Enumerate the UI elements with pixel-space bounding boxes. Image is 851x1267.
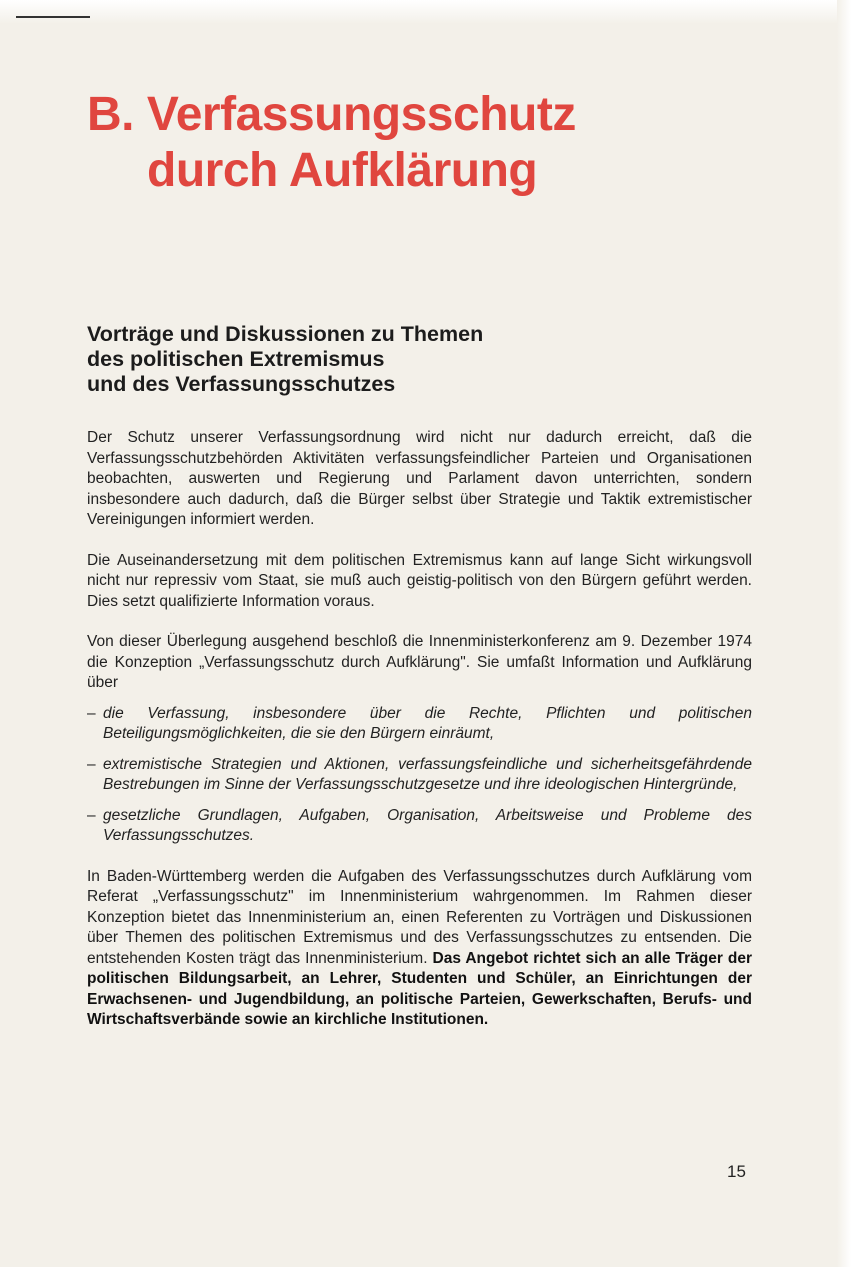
chapter-title-line2: durch Aufklärung — [147, 144, 538, 197]
paragraph-4-emphasis: Das Angebot richtet sich an alle Träger der politischen Bildungsarbeit, an Lehrer, Studenten und Schüler, an Einrichtungen der Erwachsenen- und Jugendbildung, an politische Parteien, Gewerkschaften, Berufs- und Wirtschaftsverbände sowie an kirchliche Institutionen. — [87, 949, 752, 1028]
body-text — [87, 428, 752, 1051]
crop-mark — [16, 16, 90, 18]
chapter-title — [87, 87, 576, 199]
topic-list-item: – die Verfassung, insbesondere über die Rechte, Pflichten und politischen Beteiligungsmöglichkeiten, die sie den Bürgern einräumt, — [87, 704, 752, 745]
subtitle-line1: Vorträge und Diskussionen zu Themen — [87, 322, 484, 346]
section-subtitle — [87, 322, 483, 397]
paragraph-3: Von dieser Überlegung ausgehend beschloß die Innenministerkonferenz am 9. Dezember 1974 die Konzeption „Verfassungsschutz durch Aufklärung". Sie umfaßt Information und Aufklärung über — [87, 633, 752, 691]
paragraph-4 — [87, 867, 752, 1031]
chapter-title-line1: B. Verfassungsschutz — [87, 88, 576, 141]
subtitle-line2: des politischen Extremismus — [87, 347, 385, 371]
paragraph-1: Der Schutz unserer Verfassungsordnung wird nicht nur dadurch erreicht, daß die Verfassungsschutzbehörden Aktivitäten verfassungsfeindlicher Parteien und Organisationen beobachten, auswerten und Regierung und Parlament davon unterrichten, sondern insbesondere auch dadurch, daß die Bürger selbst über Strategie und Taktik extremistischer Vereinigungen informiert werden. — [87, 429, 752, 528]
page-number: 15 — [727, 1162, 746, 1181]
paragraph-2: Die Auseinandersetzung mit dem politischen Extremismus kann auf lange Sicht wirkungsvoll nicht nur repressiv vom Staat, sie muß auch geistig-politisch von den Bürgern geführt werden. Dies setzt qualifizierte Information voraus. — [87, 551, 752, 610]
topic-list-item: – gesetzliche Grundlagen, Aufgaben, Organisation, Arbeitsweise und Probleme des Verfassungsschutzes. — [87, 806, 752, 847]
scan-edge-right — [837, 0, 851, 1267]
scan-edge-top — [0, 0, 851, 24]
subtitle-line3: und des Verfassungsschutzes — [87, 372, 396, 396]
paragraph-4-text: In Baden-Württemberg werden die Aufgaben des Verfassungsschutzes durch Aufklärung vom Referat „Verfassungsschutz" im Innenministerium wahrgenommen. Im Rahmen dieser Konzeption bietet das Innenministerium an, einen Referenten zu Vorträgen und Diskussionen über Themen des politischen Extremismus und des Verfassungsschutzes zu entsenden. Die entstehenden Kosten trägt das Innenministerium. — [87, 867, 752, 967]
topic-list — [87, 704, 752, 847]
topic-list-item: – extremistische Strategien und Aktionen, verfassungsfeindliche und sicherheitsgefährdende Bestrebungen im Sinne der Verfassungsschutzgesetze und ihre ideologischen Hintergründe, — [87, 755, 752, 796]
